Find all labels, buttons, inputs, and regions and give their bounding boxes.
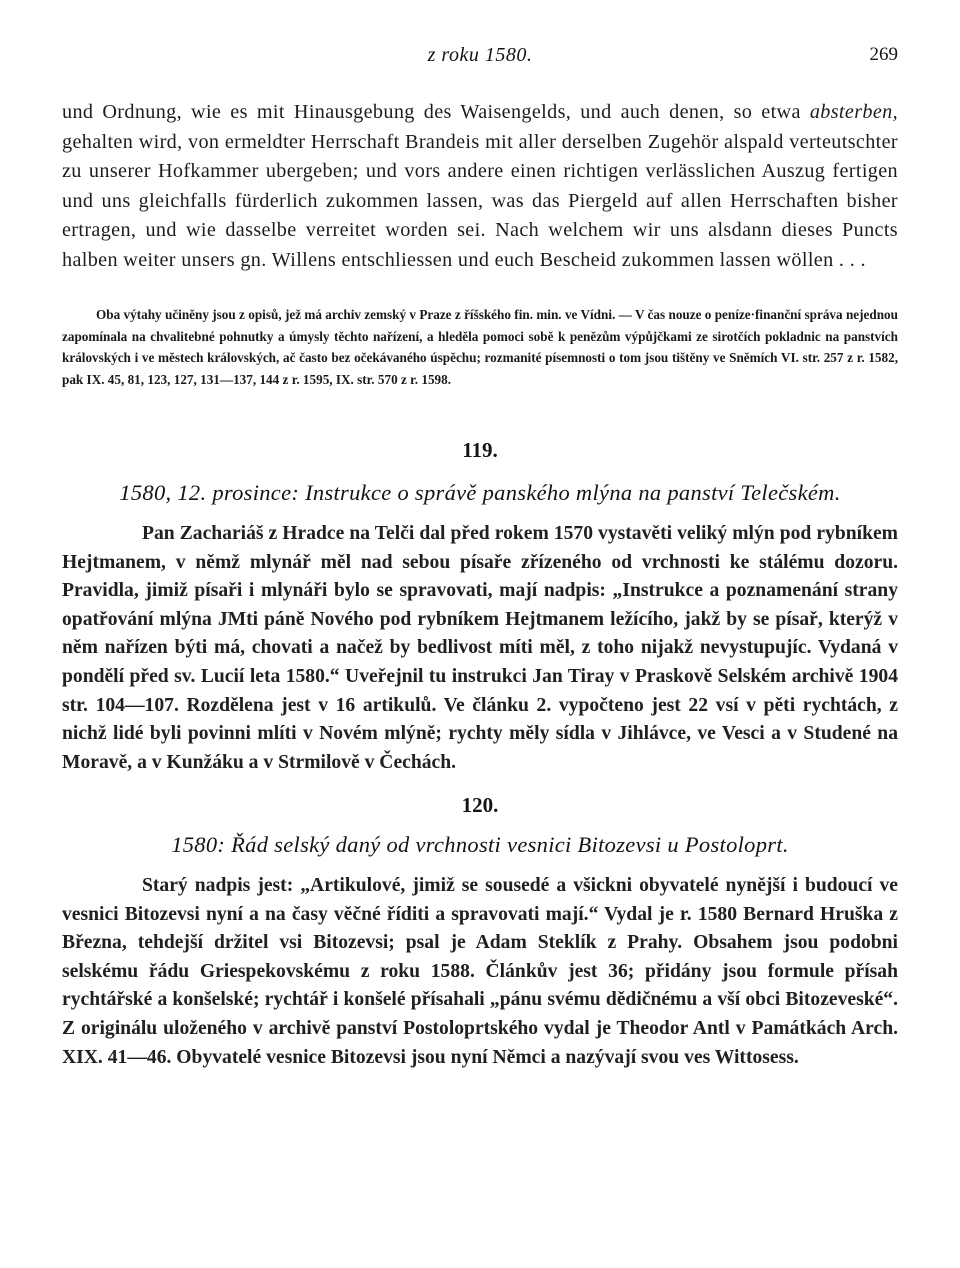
german-passage-emphasis: absterben, — [809, 101, 898, 123]
section-119-paragraph — [62, 520, 898, 777]
section-120-number: 120. — [461, 793, 499, 817]
section-119-title: 1580, 12. prosince: Instrukce o správě panského mlýna na panství Telečském. — [119, 480, 841, 505]
running-head-title: z roku 1580. — [427, 44, 533, 66]
section-120-text: Starý nadpis jest: „Artikulové, jimiž se sousedé a všickni obyvatelé nynější i budoucí ve vesnici Bitozevsi nyní a na časy věčné říditi a spravovati mají.“ Vydal je r. 1580 Bernard Hruška z Března, tehdejší držitel vsi Bitozevsi; psal je Adam Steklík z Prahy. Obsahem jsou podobni selskému řádu Griespekovskému z roku 1588. Článkův jest 36; přidány jsou formule přísah rychtářské a konšelské; rychtář i konšelé přísahali „pánu svému dědičnému a vší obci Bitozeveské“. Z originálu uloženého v archivě panství Postoloprtského vydal je Theodor Antl v Památkách Arch. XIX. 41—46. Obyvatelé vesnice Bitozevsi jsou nyní Němci a nazývají svou ves Wittosess. — [62, 875, 898, 1068]
footnote — [62, 304, 898, 390]
section-119-text: Pan Zachariáš z Hradce na Telči dal před rokem 1570 vystavěti veliký mlýn pod rybníkem Hejtmanem, v němž mlynář měl nad sebou písaře zřízeného od vrchnosti ke stálému dozoru. Pravidla, jimiž písaři i mlynáři bylo se spravovati, mají nadpis: „Instrukce a poznamenání strany opatřování mlýna JMti páně Nového pod rybníkem Hejtmanem ležícího, jakž by se písař, kterýž v něm nařízen býti má, chovati a načež by bedlivost míti měl, z toho nijakž nevystupujíc. Vydaná v pondělí před sv. Lucií leta 1580.“ Uveřejnil tu instrukci Jan Tiray v Praskově Selském archivě 1904 str. 104—107. Rozdělena jest v 16 artikulů. Ve článku 2. vypočteno jest 22 vsí v pěti rychtách, z nichž lidé byli povinni mlíti v Novém mlýně; rychty měly sídla v Jihlávce, ve Vesci a v Studené na Moravě, a v Kunžáku a v Strmilově v Čechách. — [62, 523, 898, 773]
section-120-title: 1580: Řád selský daný od vrchnosti vesnici Bitozevsi u Postoloprt. — [171, 832, 789, 857]
section-120-paragraph — [62, 872, 898, 1072]
footnote-text: Oba výtahy učiněny jsou z opisů, jež má archiv zemský v Praze z říšského fin. min. ve Vídni. — V čas nouze o peníze·finanční správa nejednou zapomínala na chvalitebné pohnutky a úmysly těchto nařízení, a hleděla pomoci sobě k penězům výpůjčkami ze sirotčích pokladnic na panstvích královských i ve městech královských, ač často bez očekávaného úspěchu; rozmanité písemnosti o tom jsou tištěny ve Sněmích VI. str. 257 z r. 1582, pak IX. 45, 81, 123, 127, 131—137, 144 z r. 1595, IX. str. 570 z r. 1598. — [62, 307, 898, 387]
running-head — [62, 44, 898, 74]
german-passage-text-2: gehalten wird, von ermeldter Herrschaft Brandeis mit aller derselben Zugehör alspald verteutschter zu unserer Hofkammer ubergeben; und vors andere einen richtigen verlässlichen Auszug fertigen und uns gleichfalls fürderlich zukommen lassen, was das Piergeld auf allen Herrschaften bisher ertragen, und wie dasselbe verreitet worden sei. Nach welchem wir uns alsdann dieses Puncts halben weiter unsers gn. Willens entschliessen und euch Bescheid zukommen lassen wöllen . . . — [62, 130, 898, 271]
section-119-number: 119. — [462, 438, 498, 462]
german-passage — [62, 98, 898, 276]
page-number: 269 — [869, 44, 898, 65]
german-passage-text-1: und Ordnung, wie es mit Hinausgebung des Waisengelds, und auch denen, so etwa — [62, 101, 810, 123]
